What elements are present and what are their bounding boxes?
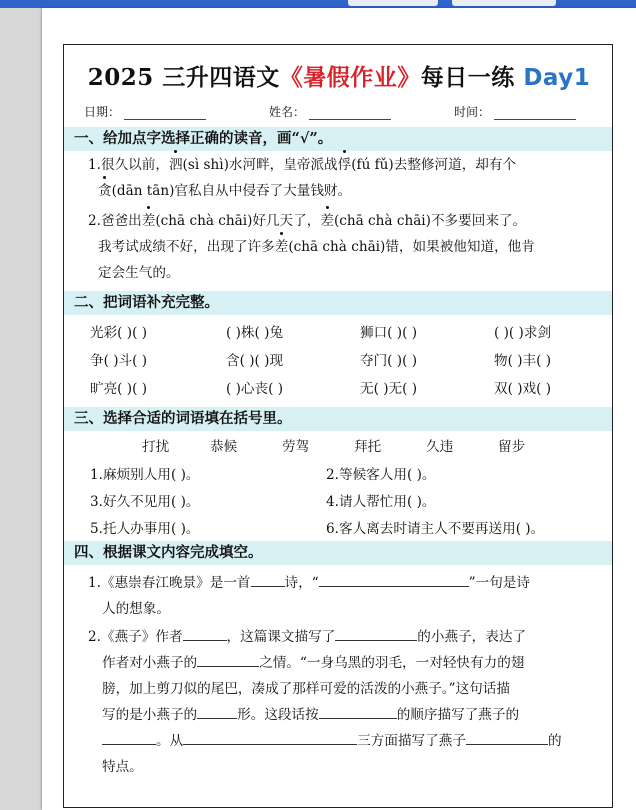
toolbar-tab[interactable] [348, 0, 438, 6]
s4-q1-line1: 1.《惠崇春江晚景》是一首 诗，“ ”一句是诗 [88, 571, 530, 595]
section-2-heading: 二、把词语补充完整。 [64, 291, 612, 315]
section-4-heading: 四、根据课文内容完成填空。 [64, 541, 612, 565]
section-3-heading: 三、选择合适的词语填在括号里。 [64, 407, 612, 431]
word-option: 留步 [498, 439, 526, 455]
word-option: 打扰 [142, 439, 170, 455]
s4-q2-line4: 写的是小燕子的 形。这段话按 的顺序描写了燕子的 [102, 703, 519, 727]
fill-item: 1.麻烦别人用( )。 [90, 467, 200, 483]
word-option: 拜托 [354, 439, 382, 455]
idiom-cell: 狮口( )( ) [360, 325, 418, 341]
fill-item: 3.好久不见用( )。 [90, 494, 200, 510]
section-1-heading: 一、给加点字选择正确的读音，画“√”。 [64, 127, 612, 151]
idiom-cell: 旷亮( )( ) [90, 381, 148, 397]
toolbar-tab[interactable] [452, 0, 556, 6]
s1-q2-line3: 定会生气的。 [98, 265, 180, 281]
s4-q1-line2: 人的想象。 [102, 601, 170, 617]
idiom-cell: 夺门( )( ) [360, 353, 418, 369]
page-title: 2025 三升四语文《暑假作业》每日一练 Day1 [87, 64, 591, 91]
idiom-cell: 争( )斗( ) [90, 353, 148, 369]
s4-q2-line1: 2.《燕子》作者 ，这篇课文描写了 的小燕子，表达了 [88, 625, 526, 649]
worksheet-frame [63, 44, 613, 808]
name-field: 姓名： [269, 103, 391, 120]
idiom-cell: 无( )无( ) [360, 381, 418, 397]
s1-q1-line2: 贪(dān tān)官私自从中侵吞了大量钱财。 [98, 179, 351, 203]
time-field: 时间： [454, 103, 576, 120]
idiom-cell: 光彩( )( ) [90, 325, 148, 341]
s4-q2-line5: 。从 三方面描写了燕子 的 [102, 729, 562, 753]
s4-q2-line2: 作者对小燕子的 之情。“一身乌黑的羽毛，一对轻快有力的翅 [102, 651, 524, 675]
word-option: 劳驾 [282, 439, 310, 455]
idiom-cell: 双( )戏( ) [494, 381, 552, 397]
s1-q1-line1: 1.很久以前，泗(sì shì)水河畔，皇帝派战俘(fú fǔ)去整修河道，却有个 [88, 153, 516, 177]
word-option: 恭候 [210, 439, 238, 455]
idiom-cell: ( )( )求剑 [494, 325, 552, 341]
s4-q2-line3: 膀，加上剪刀似的尾巴，凑成了那样可爱的活泼的小燕子。”这句话描 [102, 681, 510, 697]
fill-item: 2.等候客人用( )。 [326, 467, 436, 483]
fill-item: 4.请人帮忙用( )。 [326, 494, 436, 510]
idiom-cell: ( )心丧( ) [226, 381, 284, 397]
fill-item: 5.托人办事用( )。 [90, 521, 200, 537]
s1-q2-line2: 我考试成绩不好，出现了许多差(chā chà chāi)错，如果被他知道，他肯 [98, 235, 535, 259]
date-field: 日期： [84, 103, 206, 120]
s4-q2-line6: 特点。 [102, 759, 143, 775]
word-option: 久违 [426, 439, 454, 455]
fill-item: 6.客人离去时请主人不要再送用( )。 [326, 521, 545, 537]
idiom-cell: 含( )( )现 [226, 353, 284, 369]
idiom-cell: ( )株( )兔 [226, 325, 284, 341]
s1-q2-line1: 2.爸爸出差(chā chà chāi)好几天了，差(chā chà chāi)不多要回来了。 [88, 209, 526, 233]
document-page [42, 8, 636, 810]
idiom-cell: 物( )丰( ) [494, 353, 552, 369]
window-top-bar [0, 0, 636, 8]
